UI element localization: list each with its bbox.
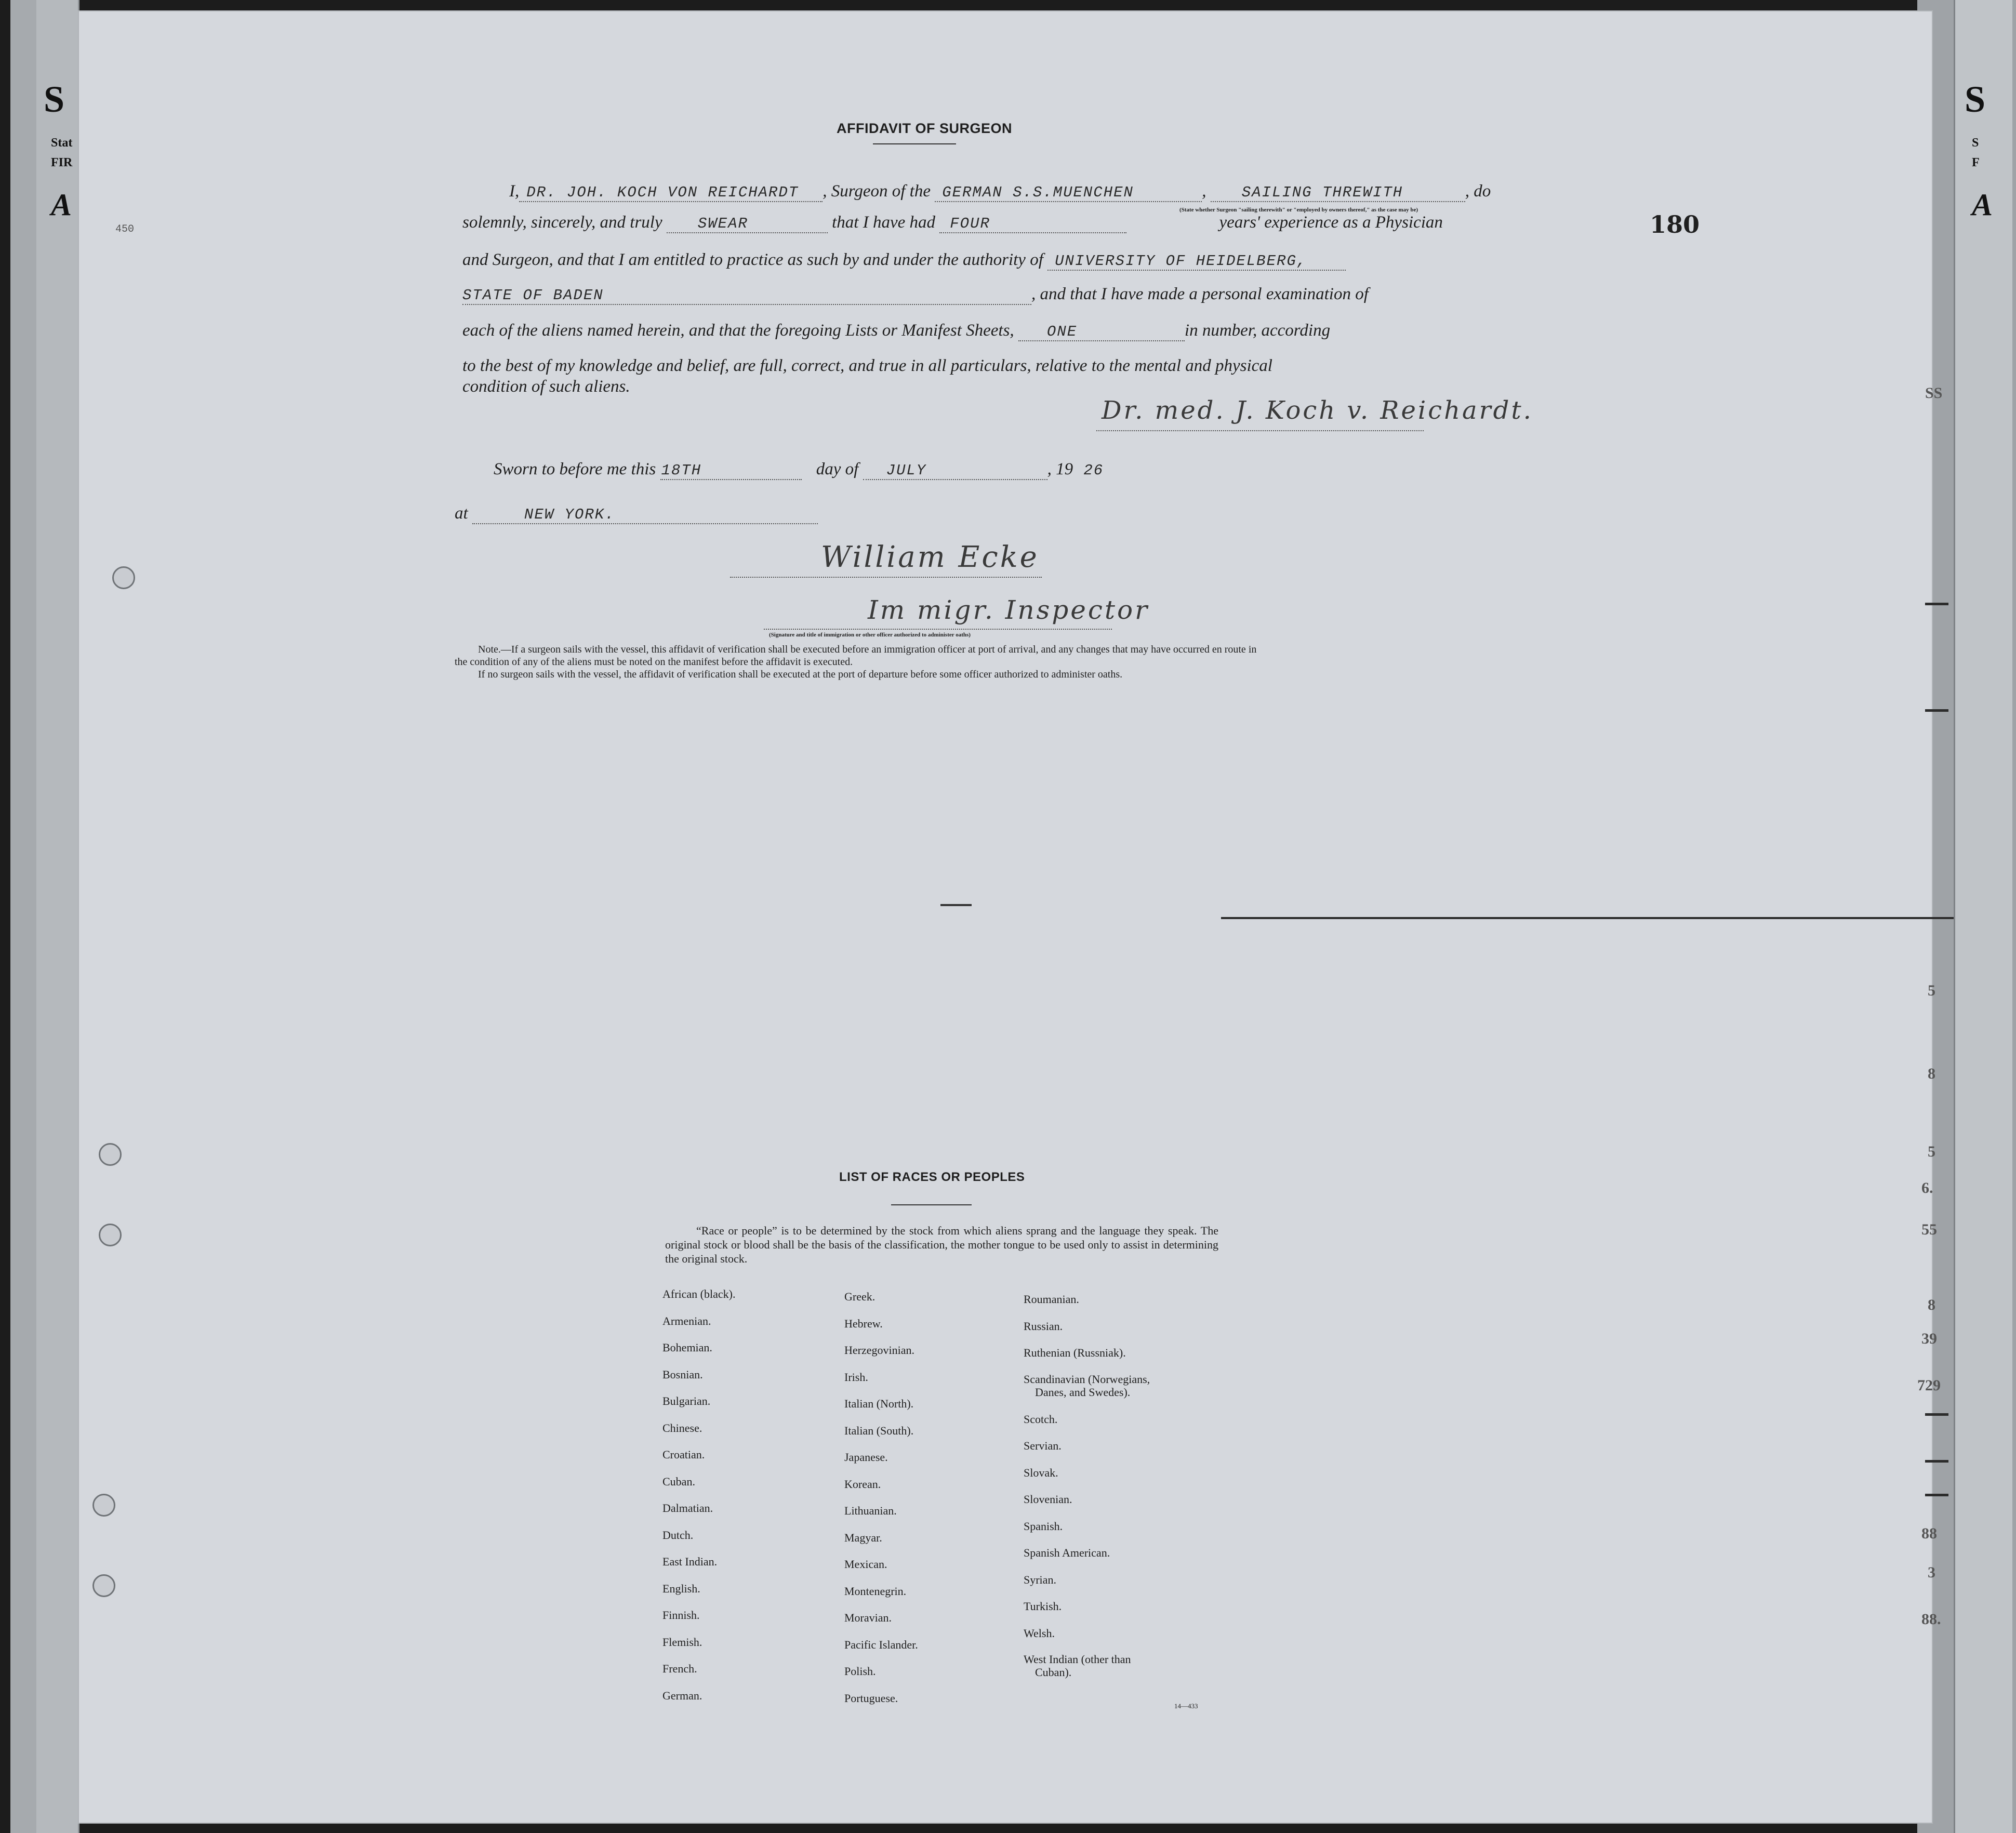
affidavit-line-6: to the best of my knowledge and belief, are full, correct, and true in all particulars, relative to the mental and physical bbox=[462, 356, 1272, 375]
race-item: Slovenian. bbox=[1024, 1493, 1072, 1506]
race-item: Japanese. bbox=[844, 1451, 888, 1464]
race-item: African (black). bbox=[662, 1287, 736, 1300]
affidavit-page bbox=[78, 10, 1943, 1824]
dash-mark bbox=[1925, 1494, 1948, 1496]
line5-text-a: each of the aliens named herein, and that the foregoing Lists or Manifest Sheets, bbox=[462, 321, 1014, 340]
races-column-1 bbox=[662, 1281, 735, 1709]
race-item: Moravian. bbox=[844, 1611, 892, 1624]
race-item: Roumanian. bbox=[1024, 1293, 1079, 1306]
race-item: West Indian (other than Cuban). bbox=[1024, 1653, 1131, 1679]
left-big-letter: S bbox=[44, 78, 65, 120]
title-rule bbox=[873, 143, 956, 144]
authority-field-2: STATE OF BADEN bbox=[462, 287, 1031, 305]
race-item: Portuguese. bbox=[844, 1691, 898, 1705]
line2-text-b: that I have had bbox=[832, 213, 935, 232]
race-item: Greek. bbox=[844, 1290, 876, 1303]
surgeon-name-field: DR. JOH. KOCH VON REICHARDT bbox=[519, 184, 823, 202]
race-item: Spanish. bbox=[1024, 1519, 1063, 1533]
race-item: Slovak. bbox=[1024, 1466, 1058, 1479]
divider-rule bbox=[1221, 917, 1954, 919]
race-item: Scotch. bbox=[1024, 1412, 1058, 1426]
vessel-field: GERMAN S.S.MUENCHEN bbox=[935, 184, 1202, 202]
race-item: Armenian. bbox=[662, 1314, 711, 1327]
comma-label: , bbox=[1202, 182, 1206, 201]
races-title: LIST OF RACES OR PEOPLES bbox=[839, 1170, 1025, 1184]
race-item: German. bbox=[662, 1689, 702, 1702]
left-edge-line-2: FIR bbox=[51, 156, 73, 169]
at-label: at bbox=[455, 504, 468, 523]
dash-mark bbox=[1925, 1413, 1948, 1416]
note-line-1: Note.—If a surgeon sails with the vessel, this affidavit of verification shall be executed before an immigration officer at port of arrival, and any changes that may have occurred en route in bbox=[478, 644, 1257, 655]
punch-hole bbox=[112, 566, 135, 589]
stub-mark: 729 bbox=[1917, 1377, 1941, 1394]
race-item: East Indian. bbox=[662, 1555, 718, 1568]
race-item: Bosnian. bbox=[662, 1367, 703, 1381]
race-item: Hebrew. bbox=[844, 1317, 883, 1330]
race-item: Dutch. bbox=[662, 1528, 694, 1542]
race-item: Herzegovinian. bbox=[844, 1344, 914, 1357]
race-item: Spanish American. bbox=[1024, 1546, 1110, 1559]
affidavit-line-7: condition of such aliens. bbox=[462, 377, 630, 396]
sworn-text-a: Sworn to before me this bbox=[494, 460, 656, 479]
races-intro: “Race or people” is to be determined by the stock from which aliens sprang and the language they speak. The original stock or blood shall be the basis of the classification, the mother tongue to be used only to assist in determining the original stock. bbox=[665, 1224, 1218, 1265]
race-item: Polish. bbox=[844, 1665, 876, 1678]
race-item: Bulgarian. bbox=[662, 1394, 711, 1407]
race-item: Ruthenian (Russniak). bbox=[1024, 1346, 1126, 1359]
note-line-2: the condition of any of the aliens must be noted on the manifest before the affidavit is executed. bbox=[455, 656, 853, 668]
capacity-field: SAILING THREWITH bbox=[1211, 184, 1465, 202]
stub-mark: 6. bbox=[1921, 1179, 1933, 1197]
left-edge-line-1: Stat bbox=[51, 136, 73, 150]
dash-mark bbox=[1925, 1460, 1948, 1463]
month-field: JULY bbox=[863, 462, 1047, 480]
race-item: Irish. bbox=[844, 1370, 868, 1384]
stub-mark: 5 bbox=[1928, 982, 1935, 999]
page-number: 180 bbox=[1650, 210, 1700, 238]
margin-mark: 450 bbox=[115, 223, 135, 235]
race-item: Flemish. bbox=[662, 1635, 702, 1649]
race-item: Bohemian. bbox=[662, 1341, 712, 1354]
stub-mark: 55 bbox=[1921, 1221, 1937, 1238]
sworn-line bbox=[494, 460, 1104, 480]
race-item: Scandinavian (Norwegians, Danes, and Swedes). bbox=[1024, 1372, 1150, 1399]
i-label: I, bbox=[509, 182, 520, 201]
left-under-sheet bbox=[36, 0, 79, 1833]
authority-field: UNIVERSITY OF HEIDELBERG, bbox=[1047, 253, 1346, 271]
race-item: Cuban. bbox=[662, 1475, 695, 1488]
dash-mark bbox=[1925, 709, 1948, 712]
punch-hole bbox=[92, 1574, 115, 1597]
years-field: FOUR bbox=[939, 215, 1126, 233]
officer-signature: William Ecke bbox=[821, 540, 1039, 574]
form-number: 14—433 bbox=[1174, 1702, 1198, 1710]
right-under-sheet bbox=[1954, 0, 2012, 1833]
stub-mark: 5 bbox=[1928, 1143, 1935, 1160]
line2-text-a: solemnly, sincerely, and truly bbox=[462, 213, 662, 232]
race-item: Syrian. bbox=[1024, 1573, 1056, 1586]
day-field: 18TH bbox=[660, 462, 802, 480]
race-item: Lithuanian. bbox=[844, 1504, 897, 1517]
year-field: 26 bbox=[1083, 462, 1104, 479]
officer-title-line bbox=[764, 629, 1112, 630]
line2-text-c: years' experience as a Physician bbox=[1219, 213, 1443, 232]
note-line-3: If no surgeon sails with the vessel, the affidavit of verification shall be executed at the port of departure before some officer authorized to administer oaths. bbox=[478, 669, 1123, 680]
surgeon-signature-line bbox=[1096, 430, 1424, 431]
race-item: Welsh. bbox=[1024, 1626, 1055, 1640]
races-title-rule bbox=[891, 1204, 972, 1205]
divider-mark bbox=[940, 904, 972, 906]
race-item: Chinese. bbox=[662, 1421, 702, 1434]
race-item: Korean. bbox=[844, 1477, 881, 1491]
line3-text-a: and Surgeon, and that I am entitled to practice as such by and under the authority of bbox=[462, 250, 1043, 269]
stub-mark: 39 bbox=[1921, 1330, 1937, 1347]
races-column-2 bbox=[844, 1283, 918, 1711]
oath-field: SWEAR bbox=[667, 215, 828, 233]
stub-mark: 88. bbox=[1921, 1611, 1941, 1628]
affidavit-line-5 bbox=[462, 321, 1330, 341]
place-field: NEW YORK. bbox=[472, 506, 818, 524]
count-field: ONE bbox=[1018, 323, 1185, 341]
affidavit-title: AFFIDAVIT OF SURGEON bbox=[837, 121, 1012, 136]
race-item: French. bbox=[662, 1662, 697, 1675]
punch-hole bbox=[99, 1224, 122, 1246]
affidavit-line-2 bbox=[462, 213, 1443, 233]
surgeon-signature: Dr. med. J. Koch v. Reichardt. bbox=[1102, 396, 1533, 425]
at-line bbox=[455, 504, 818, 524]
sworn-text-c: , 19 bbox=[1047, 460, 1073, 479]
affidavit-note bbox=[455, 643, 1509, 681]
surgeon-of-label: , Surgeon of the bbox=[823, 182, 931, 201]
right-edge-mark-1: S bbox=[1972, 136, 1979, 150]
stub-mark: 8 bbox=[1928, 1296, 1935, 1313]
stub-mark: 8 bbox=[1928, 1065, 1935, 1082]
race-item: Finnish. bbox=[662, 1609, 700, 1622]
punch-hole bbox=[99, 1143, 122, 1166]
affidavit-line-4 bbox=[462, 285, 1369, 305]
officer-signature-line bbox=[730, 577, 1042, 578]
dash-mark bbox=[1925, 603, 1948, 605]
stub-mark: 3 bbox=[1928, 1564, 1935, 1581]
race-item: Dalmatian. bbox=[662, 1502, 713, 1515]
race-item: Croatian. bbox=[662, 1448, 705, 1461]
race-item: Pacific Islander. bbox=[844, 1638, 918, 1651]
right-edge-mark-3: A bbox=[1972, 188, 1993, 222]
officer-caption: (Signature and title of immigration or other officer authorized to administer oaths) bbox=[769, 632, 971, 638]
race-item: Montenegrin. bbox=[844, 1584, 907, 1598]
officer-title: Im migr. Inspector bbox=[868, 595, 1149, 625]
race-item: Italian (North). bbox=[844, 1397, 914, 1410]
left-edge-line-3: A bbox=[51, 188, 72, 222]
affidavit-line-1 bbox=[473, 182, 1491, 202]
affidavit-line-3 bbox=[462, 250, 1346, 271]
right-big-letter: S bbox=[1965, 78, 1986, 120]
stub-mark: 88 bbox=[1921, 1525, 1937, 1542]
stub-mark: SS bbox=[1925, 384, 1943, 402]
races-column-3 bbox=[1024, 1286, 1150, 1679]
race-item: Turkish. bbox=[1024, 1600, 1062, 1613]
race-item: English. bbox=[662, 1582, 700, 1595]
race-item: Servian. bbox=[1024, 1439, 1062, 1452]
sworn-text-b: day of bbox=[816, 460, 859, 479]
race-item: Russian. bbox=[1024, 1319, 1063, 1333]
race-item: Italian (South). bbox=[844, 1424, 914, 1437]
race-item: Magyar. bbox=[844, 1531, 882, 1544]
line4-text-b: , and that I have made a personal examination of bbox=[1031, 285, 1369, 303]
do-label: , do bbox=[1465, 182, 1491, 201]
right-edge-mark-2: F bbox=[1972, 156, 1980, 169]
line5-text-b: in number, according bbox=[1184, 321, 1331, 340]
race-item: Mexican. bbox=[844, 1558, 887, 1571]
capacity-note: (State whether Surgeon "sailing therewith" or "employed by owners thereof," as the case may be) bbox=[1179, 207, 1418, 213]
punch-hole bbox=[92, 1494, 115, 1517]
